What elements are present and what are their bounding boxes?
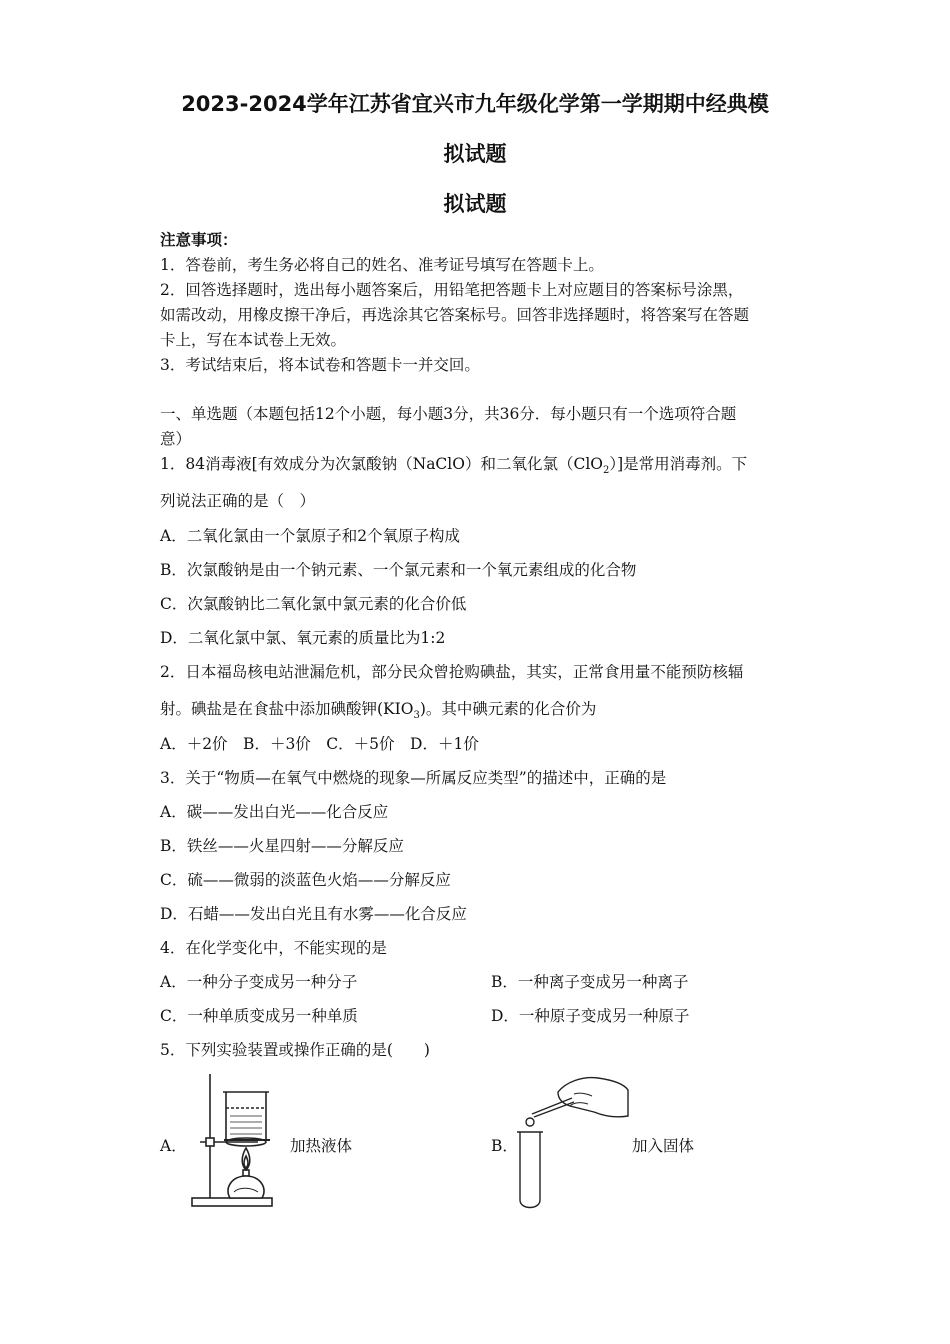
q2-stem-b-part2: )。其中碘元素的化合价为 [419,700,597,718]
q4-option-a: A．一种分子变成另一种分子 [160,973,358,991]
q2-options: A．＋2价 B．＋3价 C．＋5价 D．＋1价 [160,735,479,753]
adding-solid-illustration [512,1072,632,1212]
q3-option-d: D．石蜡——发出白光且有水雾——化合反应 [160,905,467,923]
exam-title-line1: 2023-2024学年江苏省宜兴市九年级化学第一学期期中经典模 [181,92,769,116]
q4-stem: 4．在化学变化中，不能实现的是 [160,939,387,957]
q2-stem-b-part1: 射。碘盐是在食盐中添加碘酸钾(KIO [160,700,414,718]
exam-title-line3: 拟试题 [443,192,507,216]
q1-stem-b: 列说法正确的是（ ） [160,492,316,510]
q4-option-b: B．一种离子变成另一种离子 [491,973,689,991]
q1-stem-a-part2: ）]是常用消毒剂。下 [609,455,748,473]
q3-option-c: C．硫——微弱的淡蓝色火焰——分解反应 [160,871,451,889]
q1-option-c: C．次氯酸钠比二氧化氯中氯元素的化合价低 [160,595,467,613]
notice-item-1: 1．答卷前，考生务必将自己的姓名、准考证号填写在答题卡上。 [160,256,604,274]
q5-option-b-letter: B． [491,1137,518,1155]
q2-stem-a: 2．日本福岛核电站泄漏危机，部分民众曾抢购碘盐，其实，正常食用量不能预防核辐 [160,663,744,681]
q1-stem-a-subscript: 2 [603,465,610,477]
q4-option-c: C．一种单质变成另一种单质 [160,1007,358,1025]
q1-option-d: D．二氧化氯中氯、氧元素的质量比为1:2 [160,629,446,647]
notice-item-2b: 如需改动，用橡皮擦干净后，再选涂其它答案标号。回答非选择题时，将答案写在答题 [160,306,750,324]
q1-option-a: A．二氧化氯由一个氯原子和2个氧原子构成 [160,527,461,545]
q2-stem-b-subscript: 3 [413,710,420,722]
heating-liquid-apparatus-illustration [188,1070,288,1210]
notice-item-2a: 2．回答选择题时，选出每小题答案后，用铅笔把答题卡上对应题目的答案标号涂黑， [160,281,744,299]
q5-option-b-caption: 加入固体 [632,1137,695,1155]
notice-heading: 注意事项： [160,230,238,249]
q5-option-a-caption: 加热液体 [290,1137,353,1155]
exam-title-line2: 拟试题 [443,142,507,166]
q5-stem: 5．下列实验装置或操作正确的是( ) [160,1041,430,1059]
section-heading-a: 一、单选题（本题包括12个小题，每小题3分，共36分．每小题只有一个选项符合题 [160,405,737,423]
notice-item-3: 3．考试结束后，将本试卷和答题卡一并交回。 [160,356,480,374]
section-heading-b: 意） [160,430,192,448]
notice-item-2c: 卡上，写在本试卷上无效。 [160,331,347,349]
q1-option-b: B．次氯酸钠是由一个钠元素、一个氯元素和一个氧元素组成的化合物 [160,561,637,579]
q1-stem-a [160,452,747,476]
q3-stem: 3．关于“物质—在氧气中燃烧的现象—所属反应类型”的描述中，正确的是 [160,769,667,787]
q2-stem-b [160,697,596,721]
q3-option-b: B．铁丝——火星四射——分解反应 [160,837,404,855]
q3-option-a: A．碳——发出白光——化合反应 [160,803,389,821]
q5-option-a-letter: A． [160,1137,187,1155]
q1-stem-a-part1: 1．84消毒液[有效成分为次氯酸钠（NaClO）和二氧化氯（ClO [160,455,603,473]
q4-option-d: D．一种原子变成另一种原子 [491,1007,690,1025]
